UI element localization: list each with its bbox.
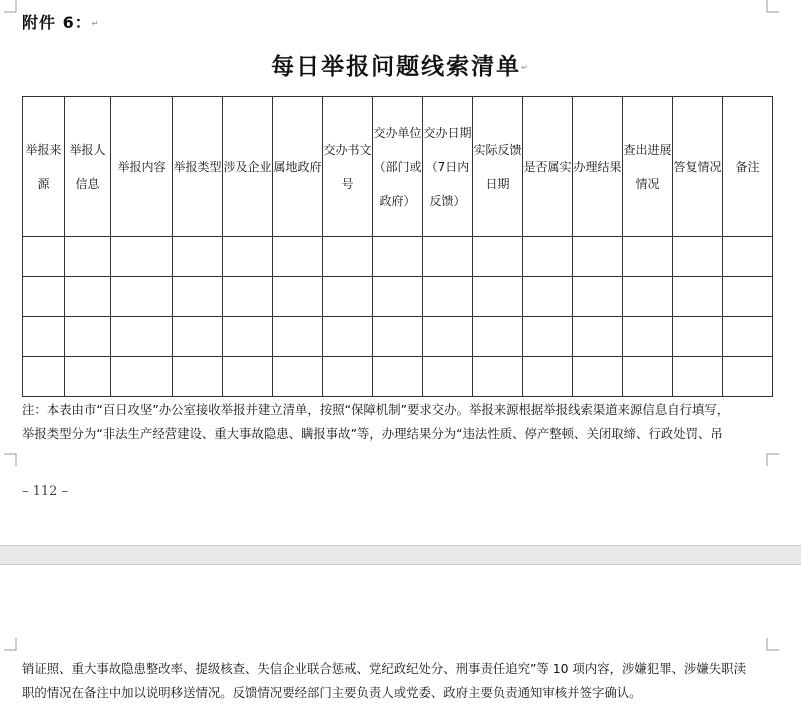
table-row xyxy=(23,317,773,357)
header-cell: 涉及企业 xyxy=(223,97,273,237)
report-table xyxy=(22,96,773,397)
table-cell[interactable] xyxy=(23,277,65,317)
table-cell[interactable] xyxy=(623,317,673,357)
table-cell[interactable] xyxy=(23,357,65,397)
table-cell[interactable] xyxy=(273,237,323,277)
table-cell[interactable] xyxy=(65,277,111,317)
note-line: 举报类型分为“非法生产经营建设、重大事故隐患、瞒报事故”等，办理结果分为“违法性质、停产整顿、关闭取缔、行政处罚、吊 xyxy=(22,426,723,441)
table-cell[interactable] xyxy=(573,237,623,277)
table-cell[interactable] xyxy=(173,237,223,277)
crop-mark-icon xyxy=(4,0,18,14)
crop-mark-icon xyxy=(765,638,779,652)
table-cell[interactable] xyxy=(223,237,273,277)
table-cell[interactable] xyxy=(323,357,373,397)
table-cell[interactable] xyxy=(673,237,723,277)
header-cell: 办理结果 xyxy=(573,97,623,237)
header-cell: 举报来源 xyxy=(23,97,65,237)
table-cell[interactable] xyxy=(573,317,623,357)
table-cell[interactable] xyxy=(723,277,773,317)
table-cell[interactable] xyxy=(523,277,573,317)
table-cell[interactable] xyxy=(323,277,373,317)
page-separator xyxy=(0,545,801,565)
table-cell[interactable] xyxy=(473,237,523,277)
table-cell[interactable] xyxy=(473,317,523,357)
table-cell[interactable] xyxy=(173,317,223,357)
table-cell[interactable] xyxy=(473,277,523,317)
table-cell[interactable] xyxy=(173,357,223,397)
table-cell[interactable] xyxy=(373,357,423,397)
header-cell: 举报人信息 xyxy=(65,97,111,237)
table-cell[interactable] xyxy=(673,277,723,317)
table-cell[interactable] xyxy=(111,317,173,357)
header-cell: 举报内容 xyxy=(111,97,173,237)
table-cell[interactable] xyxy=(111,237,173,277)
note-line: 职的情况在备注中加以说明移送情况。反馈情况要经部门主要负责人或党委、政府主要负责通知审核并签字确认。 xyxy=(22,685,642,700)
table-cell[interactable] xyxy=(323,237,373,277)
table-cell[interactable] xyxy=(473,357,523,397)
table-cell[interactable] xyxy=(323,317,373,357)
note-line: 销证照、重大事故隐患整改率、提级核查、失信企业联合惩戒、党纪政纪处分、刑事责任追究”等 10 项内容，涉嫌犯罪、涉嫌失职渎 xyxy=(22,661,746,676)
header-cell: 是否属实 xyxy=(523,97,573,237)
table-note xyxy=(22,398,782,446)
paragraph-mark-icon: ↵ xyxy=(521,63,530,72)
table-cell[interactable] xyxy=(111,357,173,397)
table-cell[interactable] xyxy=(723,357,773,397)
table-cell[interactable] xyxy=(373,237,423,277)
header-cell: 查出进展情况 xyxy=(623,97,673,237)
table-cell[interactable] xyxy=(273,317,323,357)
crop-mark-icon xyxy=(765,0,779,14)
table-cell[interactable] xyxy=(673,357,723,397)
note-line: 注：本表由市“百日攻坚”办公室接收举报并建立清单，按照“保障机制”要求交办。举报来源根据举报线索渠道来源信息自行填写， xyxy=(22,402,730,417)
paragraph-mark-icon: ↵ xyxy=(91,19,100,28)
table-cell[interactable] xyxy=(723,317,773,357)
table-cell[interactable] xyxy=(373,317,423,357)
header-cell: 答复情况 xyxy=(673,97,723,237)
document-title: 每日举报问题线索清单↵ xyxy=(271,54,530,80)
table-cell[interactable] xyxy=(623,277,673,317)
table-cell[interactable] xyxy=(373,277,423,317)
crop-mark-icon xyxy=(4,452,18,466)
table-row xyxy=(23,237,773,277)
page-number: – 112 – xyxy=(22,484,69,499)
header-cell: 属地政府 xyxy=(273,97,323,237)
table-cell[interactable] xyxy=(523,237,573,277)
table-cell[interactable] xyxy=(573,357,623,397)
table-cell[interactable] xyxy=(423,277,473,317)
table-header-row xyxy=(23,97,773,237)
header-cell: 举报类型 xyxy=(173,97,223,237)
table-cell[interactable] xyxy=(173,277,223,317)
table-cell[interactable] xyxy=(573,277,623,317)
table-cell[interactable] xyxy=(623,357,673,397)
note-continuation xyxy=(22,657,782,705)
header-cell: 实际反馈日期 xyxy=(473,97,523,237)
table-cell[interactable] xyxy=(111,277,173,317)
table-cell[interactable] xyxy=(673,317,723,357)
crop-mark-icon xyxy=(4,638,18,652)
header-cell: 交办日期（7日内反馈） xyxy=(423,97,473,237)
table-row xyxy=(23,277,773,317)
table-cell[interactable] xyxy=(273,277,323,317)
table-cell[interactable] xyxy=(623,237,673,277)
table-cell[interactable] xyxy=(223,357,273,397)
table-cell[interactable] xyxy=(223,317,273,357)
attachment-label: 附件 6：↵ xyxy=(22,13,100,32)
header-cell: 交办书文号 xyxy=(323,97,373,237)
header-cell: 交办单位（部门或政府） xyxy=(373,97,423,237)
table-cell[interactable] xyxy=(65,237,111,277)
table-cell[interactable] xyxy=(423,237,473,277)
table-cell[interactable] xyxy=(423,317,473,357)
table-cell[interactable] xyxy=(523,357,573,397)
table-cell[interactable] xyxy=(65,317,111,357)
table-cell[interactable] xyxy=(23,237,65,277)
table-cell[interactable] xyxy=(273,357,323,397)
table-cell[interactable] xyxy=(65,357,111,397)
table-cell[interactable] xyxy=(223,277,273,317)
table-cell[interactable] xyxy=(423,357,473,397)
table-cell[interactable] xyxy=(523,317,573,357)
table-row xyxy=(23,357,773,397)
crop-mark-icon xyxy=(765,452,779,466)
header-cell: 备注 xyxy=(723,97,773,237)
table-cell[interactable] xyxy=(23,317,65,357)
table-cell[interactable] xyxy=(723,237,773,277)
